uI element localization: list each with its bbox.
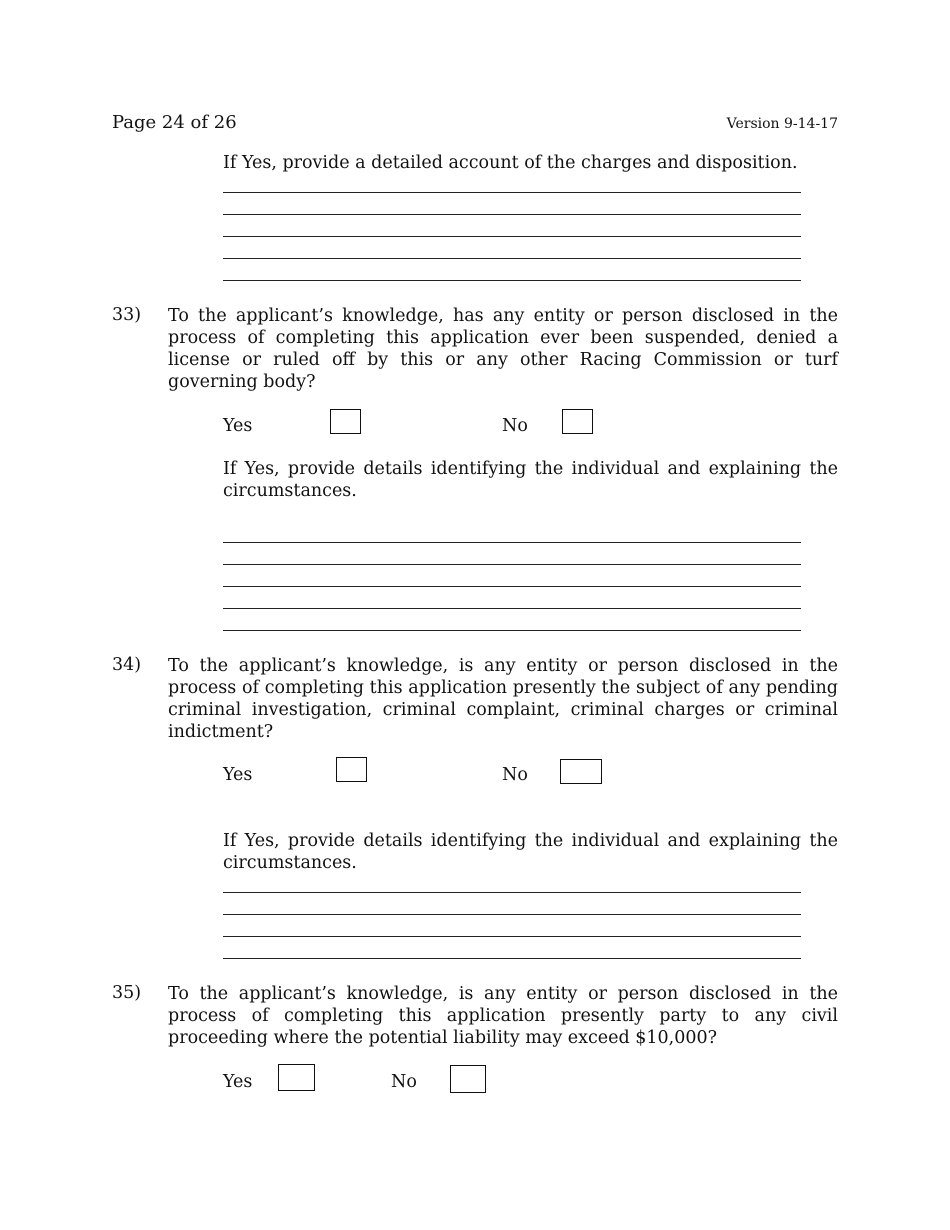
q33-followup-instruction: If Yes, provide details identifying the individual and explaining the circumstances. xyxy=(223,459,838,501)
q32-answer-line-2[interactable] xyxy=(223,214,801,215)
q34-number: 34) xyxy=(112,655,142,675)
q32-answer-line-1[interactable] xyxy=(223,192,801,193)
q35-no-checkbox[interactable] xyxy=(450,1065,486,1093)
q33-answer-line-5[interactable] xyxy=(223,630,801,631)
q33-yes-checkbox[interactable] xyxy=(330,409,361,434)
version-label: Version 9-14-17 xyxy=(726,116,838,132)
q34-no-checkbox[interactable] xyxy=(560,759,602,784)
q33-answer-line-4[interactable] xyxy=(223,608,801,609)
page-number: Page 24 of 26 xyxy=(112,112,237,133)
q33-number: 33) xyxy=(112,305,142,325)
q35-yes-checkbox[interactable] xyxy=(278,1064,315,1091)
q33-question-text: To the applicant’s knowledge, has any entity or person disclosed in the process of completing this application ever been suspended, denied a license or ruled off by this or any other Racing Commission or turf governing body? xyxy=(168,306,838,392)
q34-question-text: To the applicant’s knowledge, is any entity or person disclosed in the process of completing this application presently the subject of any pending criminal investigation, criminal complaint, criminal charges or criminal indictment? xyxy=(168,656,838,742)
q32-followup-instruction: If Yes, provide a detailed account of the charges and disposition. xyxy=(223,153,798,173)
q33-answer-line-2[interactable] xyxy=(223,564,801,565)
q33-answer-line-1[interactable] xyxy=(223,542,801,543)
q33-no-checkbox[interactable] xyxy=(562,409,593,434)
q32-answer-line-3[interactable] xyxy=(223,236,801,237)
q35-question-text: To the applicant’s knowledge, is any entity or person disclosed in the process of completing this application presently party to any civil proceeding where the potential liability may exceed $10,000? xyxy=(168,984,838,1048)
q33-no-label: No xyxy=(502,416,528,436)
q32-answer-line-4[interactable] xyxy=(223,258,801,259)
q34-no-label: No xyxy=(502,765,528,785)
q34-answer-line-4[interactable] xyxy=(223,958,801,959)
q34-answer-line-3[interactable] xyxy=(223,936,801,937)
q34-yes-label: Yes xyxy=(223,765,253,785)
q35-number: 35) xyxy=(112,983,142,1003)
q35-no-label: No xyxy=(391,1072,417,1092)
q33-yes-label: Yes xyxy=(223,416,253,436)
q35-yes-label: Yes xyxy=(223,1072,253,1092)
q34-answer-line-1[interactable] xyxy=(223,892,801,893)
q34-answer-line-2[interactable] xyxy=(223,914,801,915)
q33-answer-line-3[interactable] xyxy=(223,586,801,587)
q34-yes-checkbox[interactable] xyxy=(336,757,367,782)
q34-followup-instruction: If Yes, provide details identifying the individual and explaining the circumstances. xyxy=(223,831,838,873)
q32-answer-line-5[interactable] xyxy=(223,280,801,281)
